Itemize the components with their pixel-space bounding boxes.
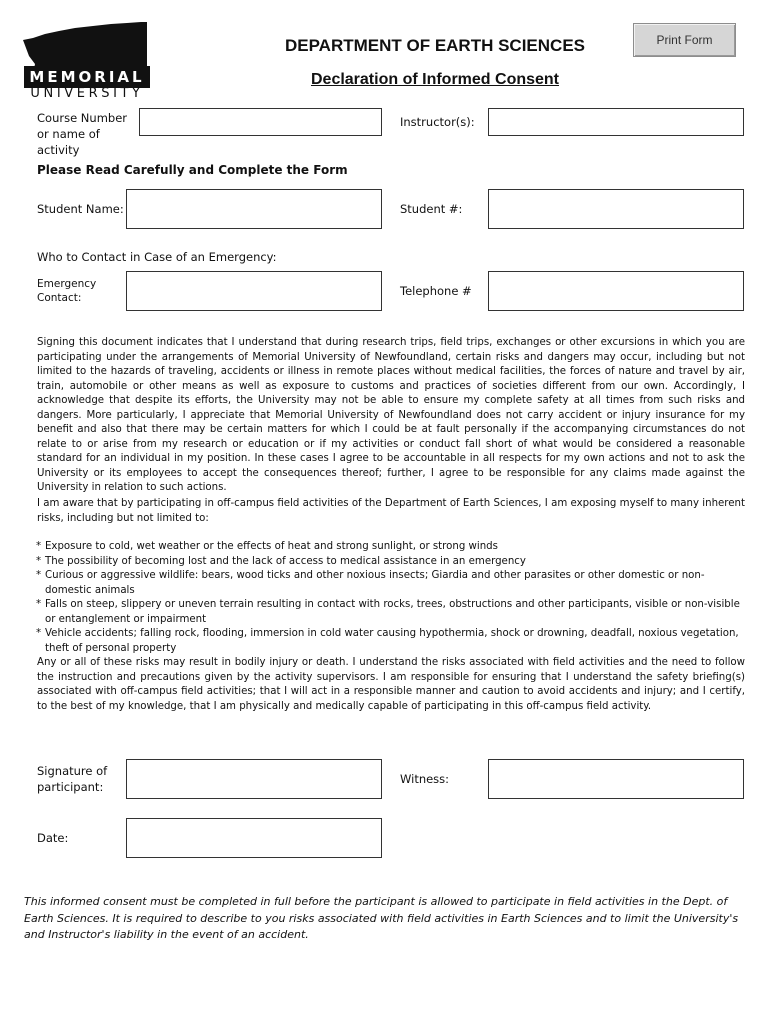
witness-label: Witness:: [400, 772, 450, 786]
print-form-button[interactable]: Print Form: [633, 23, 736, 57]
risk-item: * Falls on steep, slippery or uneven terrain resulting in contact with rocks, trees, obstructions and other participants, visible or non-visible or entanglement or impairment: [36, 599, 740, 625]
risk-list: [36, 540, 741, 656]
bullet-marker: *: [36, 599, 42, 610]
telephone-label: Telephone #: [400, 284, 472, 298]
telephone-input[interactable]: [488, 271, 744, 311]
course-label: Course Number or name of activity: [37, 111, 128, 157]
witness-input[interactable]: [488, 759, 744, 799]
consent-paragraph-2: I am aware that by participating in off-campus field activities of the Department of Earth Sciences, I am exposing myself to many inherent risks, including but not limited to:: [37, 498, 745, 524]
emergency-contact-label: Emergency Contact:: [37, 278, 97, 304]
instructor-label: Instructor(s):: [400, 115, 475, 129]
bullet-marker: *: [36, 555, 42, 567]
risk-item: * The possibility of becoming lost and the lack of access to medical assistance in an emergency: [36, 555, 741, 570]
bullet-marker: *: [36, 541, 42, 552]
consent-paragraph-3: Any or all of these risks may result in bodily injury or death. I understand the risks associated with field activities and the need to follow the instruction and precautions given by the activity supervisors. I am responsible for ensuring that I understand the safety briefing(s) associated with off-campus field activities; that I will act in a responsible manner and caution to avoid accidents and injury; and I certify, to the best of my knowledge, that I am physically and medically capable of participating in this off-campus field activity.: [37, 657, 745, 712]
instructor-input[interactable]: [488, 108, 744, 136]
emergency-heading: Who to Contact in Case of an Emergency:: [37, 250, 277, 264]
bullet-marker: *: [36, 628, 42, 639]
signature-label: Signature of participant:: [37, 764, 108, 794]
risk-item: * Vehicle accidents; falling rock, flooding, immersion in cold water causing hypothermia, shock or drowning, deadfall, noxious vegetation, theft of personal property: [36, 628, 739, 654]
course-input[interactable]: [139, 108, 382, 136]
student-number-label: Student #:: [400, 202, 463, 216]
date-input[interactable]: [126, 818, 382, 858]
consent-paragraph-1: Signing this document indicates that I understand that during research trips, field trips, exchanges or other excursions in which you are participating under the arrangements of Memorial University of Newfoundland, certain risks and dangers may occur, including but not limited to the hazards of traveling, accidents or illness in remote places without medical facilities, the forces of nature and travel by air, train, automobile or other means as well as exposure to customs and practices of societies different from our own. Accordingly, I acknowledge that despite its efforts, the University may not be able to ensure my complete safety at all times from such risks and dangers. More particularly, I appreciate that Memorial University of Newfoundland does not carry accident or injury insurance for my benefit and also that there may be certain matters for which I could be at fault personally if the accompanying circumstances do not relate to or arise from my research or education or if my activities or conduct fall short of what would be considered a reasonable standard for an individual in my position. In these cases I agree to be accountable in all respects for my own actions and not to ask the University or its employees to accept the consequences thereof; further, I agree to be responsible for any claims made against the University in relation to such actions.: [37, 337, 745, 493]
department-title: DEPARTMENT OF EARTH SCIENCES: [284, 36, 586, 55]
student-name-label: Student Name:: [37, 202, 124, 216]
logo-wordmark-memorial: MEMORIAL: [24, 66, 150, 88]
signature-input[interactable]: [126, 759, 382, 799]
footer-note: This informed consent must be completed in full before the participant is allowed to participate in field activities in the Dept. of Earth Sciences. It is required to describe to you risks associated with field activities in Earth Sciences and to limit the University's and Instructor's liability in the event of an accident.: [24, 895, 739, 941]
bullet-marker: *: [36, 570, 42, 581]
form-title: Declaration of Informed Consent: [310, 71, 560, 88]
student-number-input[interactable]: [488, 189, 744, 229]
emergency-contact-input[interactable]: [126, 271, 382, 311]
date-label: Date:: [37, 831, 69, 845]
section-heading: Please Read Carefully and Complete the Form: [37, 163, 348, 177]
logo-wordmark-university: UNIVERSITY: [30, 86, 144, 101]
risk-item: * Exposure to cold, wet weather or the effects of heat and strong sunlight, or strong winds: [36, 540, 741, 555]
student-name-input[interactable]: [126, 189, 382, 229]
risk-item: * Curious or aggressive wildlife: bears, wood ticks and other noxious insects; Giardia and other parasites or other domestic or non-domestic animals: [36, 570, 705, 596]
